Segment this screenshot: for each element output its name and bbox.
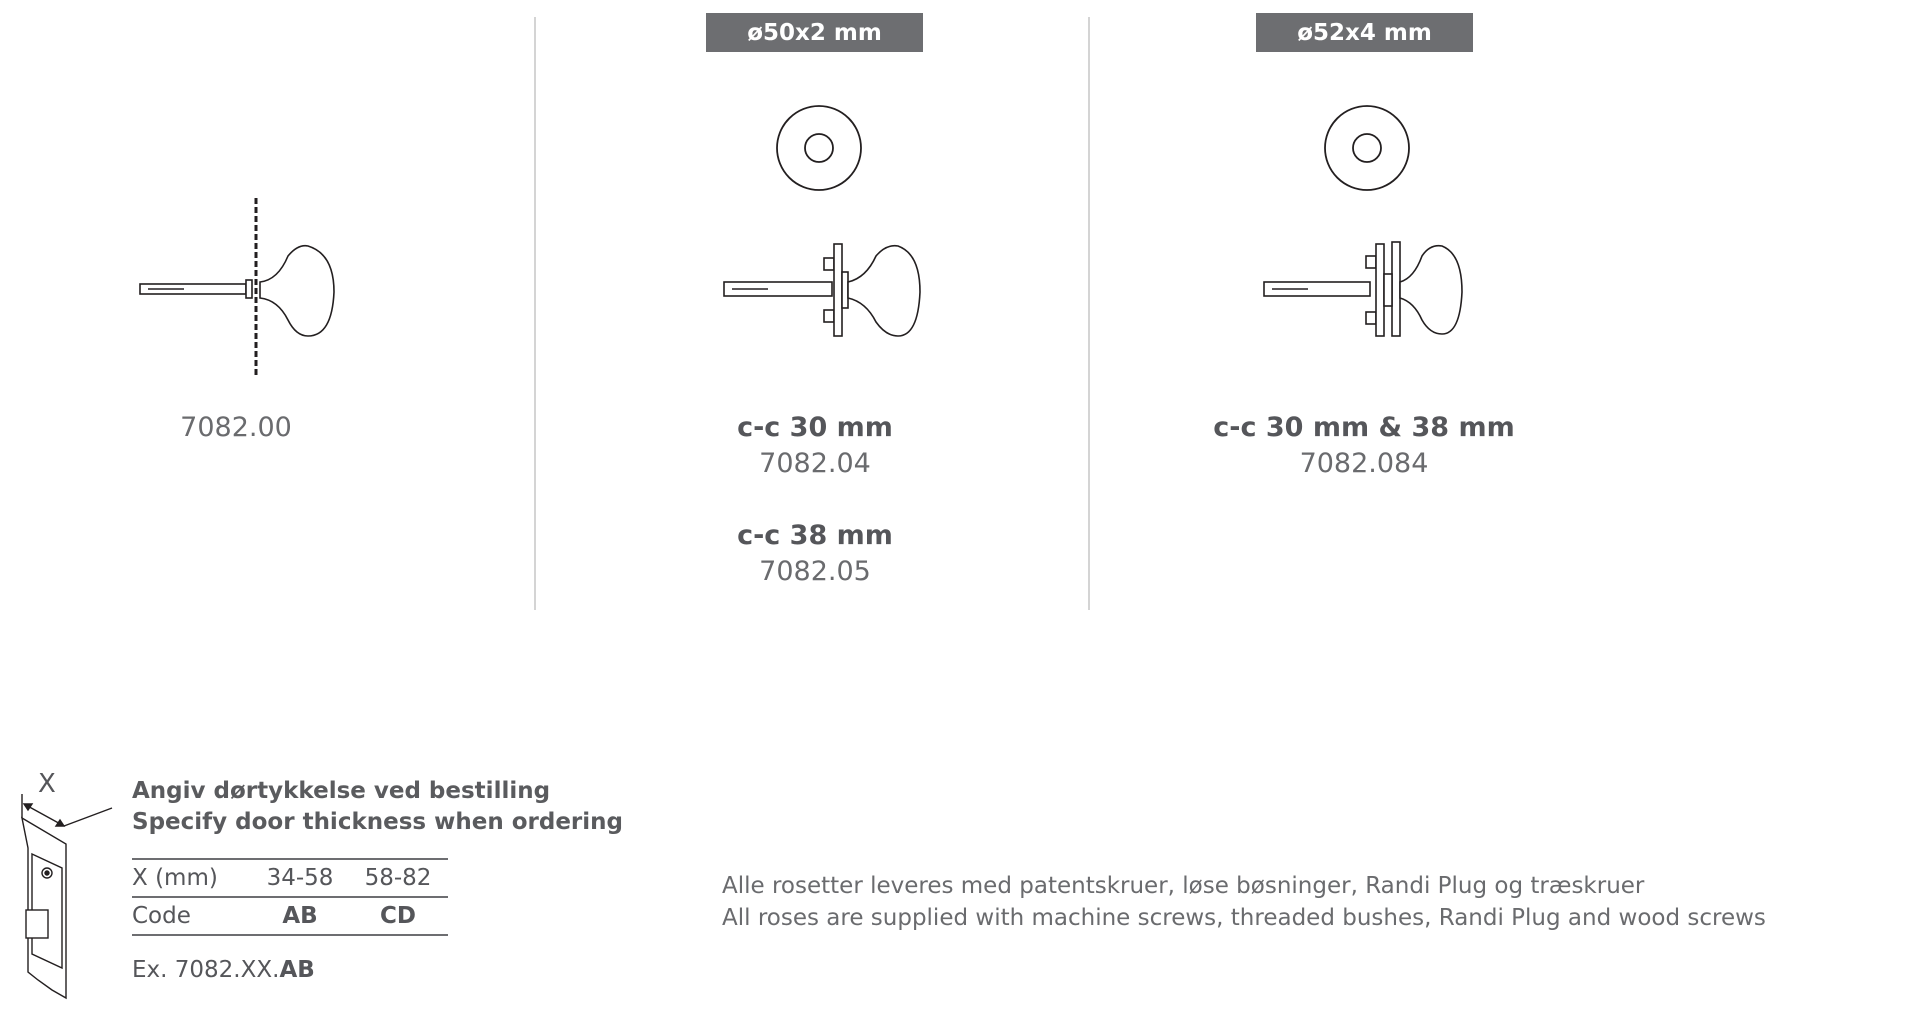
row-label: X (mm) bbox=[132, 859, 252, 897]
table-cell: 58-82 bbox=[348, 859, 448, 897]
example-prefix: Ex. 7082.XX. bbox=[132, 957, 280, 983]
row-label: Code bbox=[132, 897, 252, 935]
door-thickness-diagram-icon bbox=[18, 768, 118, 1000]
supply-info-da: Alle rosetter leveres med patentskruer, løse bøsninger, Randi Plug og træskruer bbox=[722, 873, 1645, 899]
product-code: 7082.04 bbox=[759, 448, 871, 479]
svg-text:X: X bbox=[38, 769, 56, 799]
thickness-heading-en: Specify door thickness when ordering bbox=[132, 809, 623, 835]
table-row bbox=[132, 859, 448, 897]
example-suffix: AB bbox=[279, 957, 315, 983]
supply-info bbox=[722, 870, 1766, 934]
rose-size-badge: ø50x2 mm bbox=[706, 13, 923, 52]
knob-side-view-icon bbox=[138, 196, 338, 378]
center-distance-label: c-c 30 mm & 38 mm bbox=[1213, 412, 1515, 443]
order-example bbox=[132, 957, 315, 983]
knob-side-view-icon bbox=[1262, 240, 1462, 340]
product-code: 7082.00 bbox=[180, 412, 292, 443]
product-code: 7082.084 bbox=[1299, 448, 1429, 479]
rose-front-view-icon bbox=[1323, 104, 1411, 192]
thickness-table bbox=[132, 858, 448, 936]
column-divider bbox=[534, 17, 536, 610]
table-cell: CD bbox=[348, 897, 448, 935]
knob-side-view-icon bbox=[722, 242, 922, 342]
thickness-heading-da: Angiv dørtykkelse ved bestilling bbox=[132, 778, 551, 804]
column-divider bbox=[1088, 17, 1090, 610]
product-code: 7082.05 bbox=[759, 556, 871, 587]
supply-info-en: All roses are supplied with machine screws, threaded bushes, Randi Plug and wood screws bbox=[722, 905, 1766, 931]
table-row bbox=[132, 897, 448, 935]
center-distance-label: c-c 38 mm bbox=[737, 520, 893, 551]
center-distance-label: c-c 30 mm bbox=[737, 412, 893, 443]
rose-size-badge: ø52x4 mm bbox=[1256, 13, 1473, 52]
rose-front-view-icon bbox=[775, 104, 863, 192]
table-cell: AB bbox=[252, 897, 348, 935]
table-cell: 34-58 bbox=[252, 859, 348, 897]
